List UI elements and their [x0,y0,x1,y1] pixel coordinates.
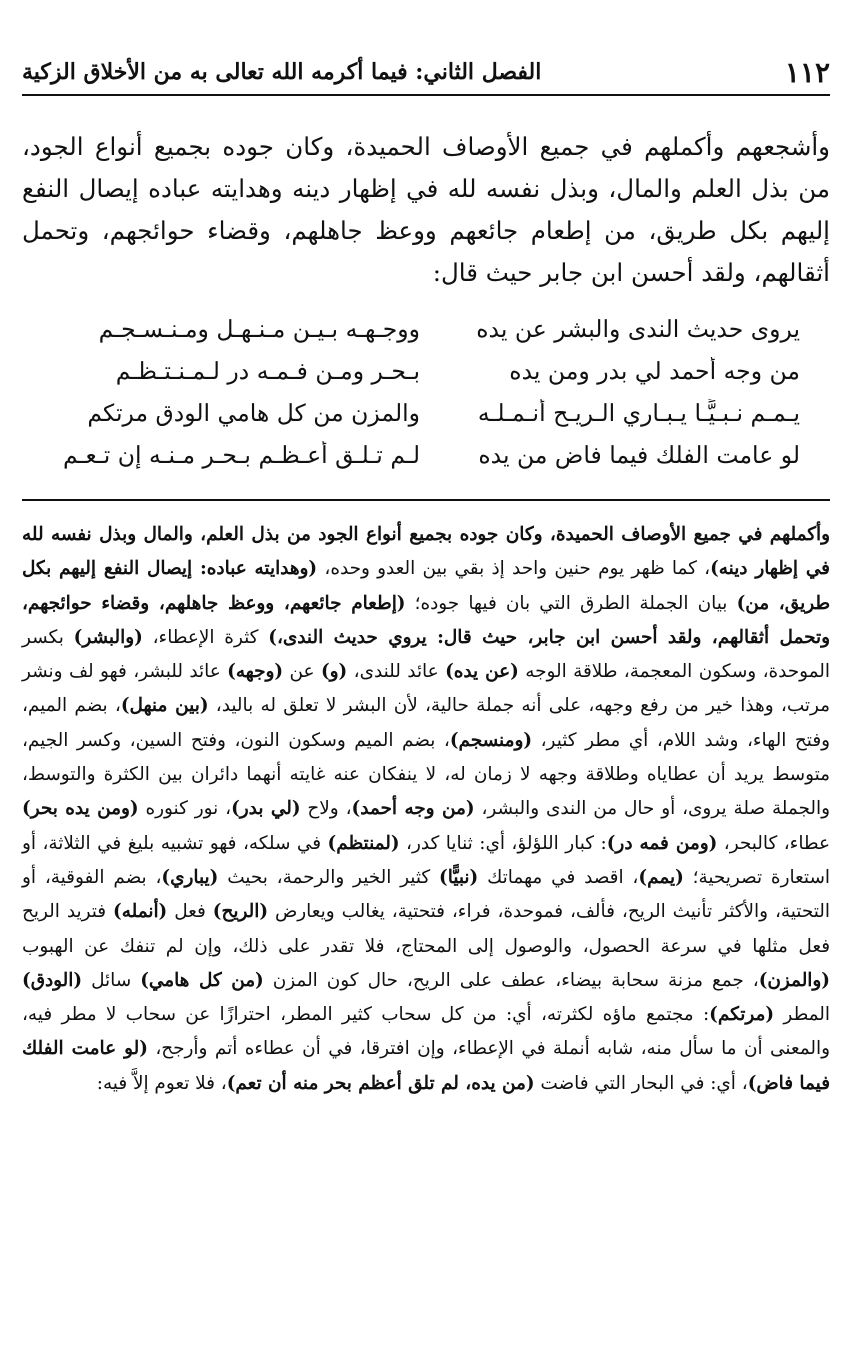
commentary-explanation: في سلكه، فهو تشبيه بليغ في الثلاثة، أو استعارة تصريحية؛ [22,832,830,888]
commentary-quoted-text: (من يده، لم تلق أعظم بحر منه أن تعم) [226,1072,535,1094]
commentary-explanation: ، نور كنوره [138,798,232,820]
commentary-explanation: كثير الخير والرحمة، بحيث [218,866,440,888]
verse-second-hemistich: بـحـر ومـن فـمـه در لـمـنـتـظـم [115,357,420,385]
commentary-explanation: ، بضم الفوقية، أو التحتية، والأكثر تأنيث الريح، فألف، فموحدة، فراء، فتحتية، يغالب ويعارض [22,866,830,923]
commentary-explanation: ، اقصد في مهماتك [478,866,639,888]
commentary-quoted-text: (لمنتظم) [327,832,400,854]
commentary-explanation: المطر [774,1004,830,1026]
commentary-explanation: ، كما ظهر يوم حنين واحد إذ بقي بين العدو وحده، [317,558,711,580]
commentary-quoted-text: (لي بدر) [231,798,301,820]
commentary-quoted-text: (الودق) [22,969,83,991]
commentary-quoted-text: (وجهه) [227,661,284,683]
poem-verse [22,350,830,392]
commentary-quoted-text: (نبيًّا) [439,866,479,888]
commentary-quoted-text: (ومنسجم) [449,729,533,751]
commentary-quoted-text: (يباري) [161,866,219,888]
commentary-explanation: ، جمع مزنة سحابة بيضاء، عطف على الريح، حال كون المزن [263,969,759,991]
commentary-quoted-text: (إطعام جائعهم، ووعظ جاهلهم، وقضاء حوائجهم، وتحمل أثقالهم، ولقد أحسن ابن جابر، حيث قال: يروي حديث الندى،) [22,592,830,648]
commentary-quoted-text: (أنمله) [113,901,168,923]
verse-first-hemistich: لو عامت الفلك فيما فاض من يده [478,441,800,469]
commentary-explanation: بكسر الموحدة، وسكون المعجمة، طلاقة الوجه [22,626,831,683]
commentary-explanation: ، أي: في البحار التي فاضت [534,1072,748,1094]
commentary-quoted-text: (وهدايته عباده: إيصال النفع إليهم بكل طريق، من) [22,558,830,614]
verse-second-hemistich: ووجـهـه بـيـن مـنـهـل ومـنـسـجـم [98,315,420,343]
chapter-title: الفصل الثاني: فيما أكرمه الله تعالى به من الأخلاق الزكية [22,59,542,85]
commentary-quoted-text: (والمزن) [758,969,830,991]
footnote-divider [22,499,830,501]
page-number: ١١٢ [784,55,830,89]
commentary-quoted-text: (عن يده) [445,661,519,683]
verse-first-hemistich: يروى حديث الندى والبشر عن يده [476,315,800,343]
commentary-quoted-text: (و) [320,661,348,683]
verse-first-hemistich: من وجه أحمد لي بدر ومن يده [509,357,800,385]
commentary-explanation: فتريد الريح فعل مثلها في سرعة الحصول، والوصول إلى المحتاج، فلا تقدر على ذلك، وإن لم تنفك عن الهبوب [22,901,830,957]
page-header [22,50,830,96]
commentary-quoted-text: (الريح) [212,901,269,923]
commentary-explanation: عطاء، كالبحر، [717,832,830,854]
main-paragraph: وأشجعهم وأكملهم في جميع الأوصاف الحميدة، وكان جوده بجميع أنواع الجود، من بذل العلم والمال، وبذل نفسه لله في إظهار دينه وهدايته عباده إيصال النفع إليهم بكل طريق، من إطعام جائعهم ووعظ جاهلهم، وقضاء حوائجهم، وتحمل أثقالهم، ولقد أحسن ابن جابر حيث قال: [22,132,830,287]
commentary-explanation: : مجتمع ماؤه لكثرته، أي: من كل سحاب كثير المطر، احترازًا عن سحاب لا مطر فيه، والمعنى أن ما سأل منه، شابه أنملة في الإعطاء، وإن افترقا، في أن عطاءه أتم وأرجح، [22,1004,831,1060]
commentary-explanation: ، ولاح [300,798,352,820]
commentary-explanation: : كبار اللؤلؤ، أي: ثنايا كدر، [399,832,607,854]
commentary-quoted-text: (من كل هامي) [140,969,264,991]
commentary-explanation: عن [283,661,321,683]
commentary-paragraph [22,518,830,1101]
commentary-quoted-text: (بين منهل) [120,695,209,717]
commentary-explanation: سائل [82,969,141,991]
commentary-quoted-text: (مرتكم) [709,1004,775,1026]
commentary-quoted-text: (ومن فمه در) [606,832,718,854]
commentary-explanation: ، بضم الميم وسكون النون، وفتح السين، وكسر الجيم، متوسط يريد أن عطاياه وطلاقة وجهه لا زمان له، لا ينفكان عنه غايته أنهما دائران بين الكثرة والتوسط، والجملة صلة يروى، أو حال من الندى والبشر، [22,729,830,820]
verse-second-hemistich: لـم تـلـق أعـظـم بـحـر مـنـه إن تـعـم [63,441,420,469]
commentary-explanation: بيان الجملة الطرق التي بان فيها جوده؛ [405,592,737,614]
commentary-explanation: عائد للندى، [347,661,446,683]
commentary-quoted-text: (والبشر) [73,626,143,648]
commentary-explanation: كثرة الإعطاء، [142,626,269,648]
verse-first-hemistich: يـمـم نـبـيًّـا يـبـاري الـريـح أنـمـلـه [477,399,800,427]
commentary-quoted-text: (يمم) [638,866,684,888]
commentary-explanation: ، بضم الميم، وفتح الهاء، وشد اللام، أي مطر كثير، [22,695,830,751]
poem-verse [22,434,830,476]
verse-second-hemistich: والمزن من كل هامي الودق مرتكم [87,399,420,427]
commentary-explanation: فعل [167,901,213,923]
commentary [22,518,830,1101]
commentary-explanation: ، فلا تعوم إلاَّ فيه: [96,1072,227,1094]
poem-verse [22,308,830,350]
commentary-quoted-text: وأكملهم في جميع الأوصاف الحميدة، وكان جوده بجميع أنواع الجود من بذل العلم، والمال وبذل نفسه لله في إظهار دينه) [22,524,830,580]
commentary-explanation: عائد للبشر، فهو لف ونشر مرتب، وهذا خير من رفع وجهه، على أنه جملة حالية، لأن البشر لا تعلق له باليد، [22,661,830,717]
commentary-quoted-text: (من وجه أحمد) [351,798,475,820]
commentary-quoted-text: (لو عامت الفلك فيما فاض) [22,1038,830,1094]
main-text [22,126,830,294]
commentary-quoted-text: (ومن يده بحر) [22,798,139,820]
poem [22,308,830,476]
poem-verse [22,392,830,434]
